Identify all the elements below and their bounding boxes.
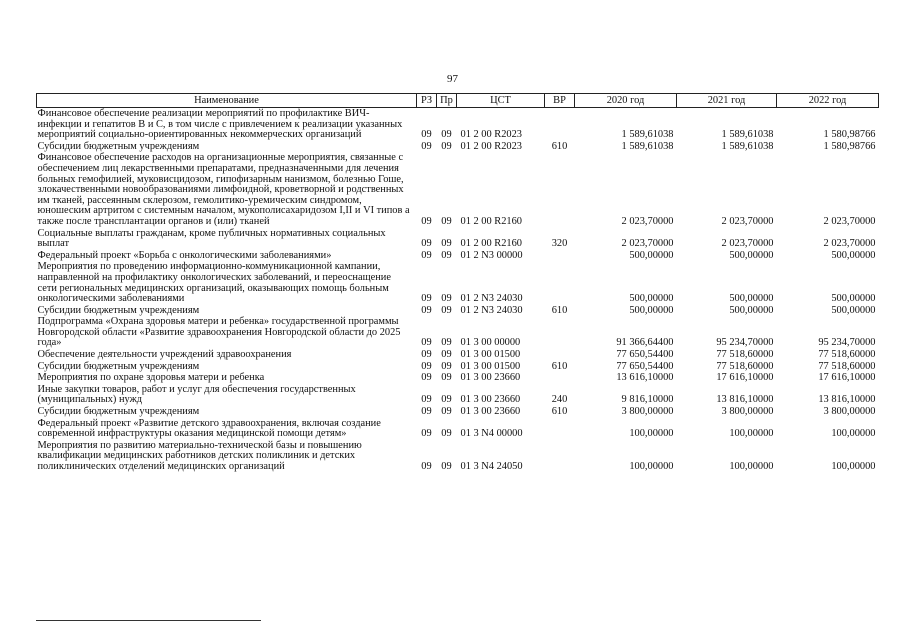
row-pr: 09: [441, 461, 452, 472]
row-name: Субсидии бюджетным учреждениям: [37, 406, 200, 418]
row-value-2022: 2 023,70000: [823, 238, 876, 250]
row-cst: 01 2 00 R2023: [460, 140, 522, 152]
row-value-2021: 500,00000: [729, 293, 774, 305]
row-pr: 09: [441, 304, 452, 316]
table-row: [37, 361, 879, 373]
row-name: Мероприятия по проведению информационно-коммуникационной кампании, направленной на профилактику онкологических заболеваний, и переоснащение сети региональных медицинских организаций, оказывающих помощь больным онкологическими заболеваниями: [37, 261, 391, 305]
table-row: [37, 384, 879, 406]
row-cst: 01 2 00 R2160: [460, 215, 522, 227]
row-cst: 01 3 00 23660: [460, 406, 521, 418]
row-cst: 01 3 N4 24050: [460, 461, 523, 472]
row-value-2021: 17 616,10000: [716, 372, 774, 384]
header-rz: РЗ: [417, 94, 437, 108]
row-rz: 09: [421, 349, 432, 361]
row-name: Федеральный проект «Борьба с онкологическими заболеваниями»: [37, 249, 332, 261]
row-cst: 01 3 00 01500: [460, 360, 521, 372]
row-vr: [545, 152, 575, 227]
row-rz: 09: [421, 293, 432, 305]
row-value-2020: 77 650,54400: [616, 349, 674, 361]
row-name: Финансовое обеспечение реализации мероприятий по профилактике ВИЧ-инфекции и гепатитов В и С, в том числе с привлечением к реализации указанных мероприятий социально-ориентированных некоммерческих организаций: [37, 108, 403, 141]
row-vr: 610: [551, 360, 568, 372]
row-value-2022: 500,00000: [831, 249, 876, 261]
row-pr: 09: [441, 249, 452, 261]
row-vr: 610: [551, 304, 568, 316]
row-rz: 09: [421, 461, 432, 472]
row-pr: 09: [441, 293, 452, 305]
table-row: [37, 152, 879, 227]
row-value-2021: 100,00000: [729, 461, 774, 472]
table-header: [37, 94, 879, 108]
row-rz: 09: [421, 394, 432, 406]
table-body: [37, 108, 879, 473]
row-value-2020: 3 800,00000: [621, 406, 674, 418]
row-value-2020: 9 816,10000: [621, 394, 674, 406]
row-pr: 09: [441, 140, 452, 152]
row-cst: 01 2 00 R2160: [460, 238, 522, 250]
row-value-2022: 77 518,60000: [818, 360, 876, 372]
row-value-2022: 95 234,70000: [818, 337, 876, 349]
row-pr: 09: [441, 238, 452, 250]
table-row: [37, 440, 879, 473]
row-value-2020: 500,00000: [629, 293, 674, 305]
header-vr: ВР: [545, 94, 575, 108]
row-pr: 09: [441, 215, 452, 227]
row-rz: 09: [421, 249, 432, 261]
row-value-2020: 1 589,61038: [621, 140, 674, 152]
row-pr: 09: [441, 372, 452, 384]
row-vr: [545, 418, 575, 440]
row-vr: [545, 316, 575, 349]
row-name: Обеспечение деятельности учреждений здравоохранения: [37, 349, 292, 361]
row-name: Субсидии бюджетным учреждениям: [37, 140, 200, 152]
table-row: [37, 250, 879, 262]
row-vr: [545, 349, 575, 361]
row-value-2022: 100,00000: [831, 461, 876, 472]
row-value-2020: 100,00000: [629, 461, 674, 472]
table-row: [37, 305, 879, 317]
row-cst: 01 3 N4 00000: [460, 428, 523, 440]
row-value-2022: 2 023,70000: [823, 215, 876, 227]
table-row: [37, 372, 879, 384]
table-row: [37, 349, 879, 361]
row-rz: 09: [421, 337, 432, 349]
row-cst: 01 2 00 R2023: [460, 129, 522, 141]
row-pr: 09: [441, 394, 452, 406]
row-pr: 09: [441, 406, 452, 418]
page-number: 97: [447, 73, 458, 85]
row-cst: 01 3 00 00000: [460, 337, 521, 349]
row-value-2021: 13 816,10000: [716, 394, 774, 406]
row-name: Субсидии бюджетным учреждениям: [37, 304, 200, 316]
header-name: Наименование: [37, 94, 417, 108]
row-value-2020: 1 589,61038: [621, 129, 674, 141]
row-value-2021: 95 234,70000: [716, 337, 774, 349]
row-pr: 09: [441, 360, 452, 372]
row-value-2022: 100,00000: [831, 428, 876, 440]
row-value-2022: 13 816,10000: [818, 394, 876, 406]
row-cst: 01 2 N3 00000: [460, 249, 523, 261]
header-cst: ЦСТ: [457, 94, 545, 108]
table-row: [37, 406, 879, 418]
row-pr: 09: [441, 129, 452, 141]
table-row: [37, 316, 879, 349]
row-value-2020: 13 616,10000: [616, 372, 674, 384]
row-rz: 09: [421, 372, 432, 384]
row-value-2021: 1 589,61038: [721, 129, 774, 141]
header-pr: Пр: [437, 94, 457, 108]
row-rz: 09: [421, 406, 432, 418]
row-vr: [545, 250, 575, 262]
row-rz: 09: [421, 238, 432, 250]
row-vr: 610: [551, 406, 568, 418]
row-cst: 01 3 00 23660: [460, 372, 521, 384]
row-value-2021: 77 518,60000: [716, 349, 774, 361]
row-vr: 320: [551, 238, 568, 250]
row-value-2022: 77 518,60000: [818, 349, 876, 361]
row-cst: 01 2 N3 24030: [460, 293, 523, 305]
row-rz: 09: [421, 304, 432, 316]
budget-table: [36, 93, 879, 473]
row-rz: 09: [421, 360, 432, 372]
row-name: Иные закупки товаров, работ и услуг для обеспечения государственных (муниципальных) нужд: [37, 383, 356, 406]
row-rz: 09: [421, 140, 432, 152]
table-row: [37, 261, 879, 304]
row-name: Финансовое обеспечение расходов на организационные мероприятия, связанные с обеспечением лиц лекарственными препаратами, предназначенными для лечения больных гемофилией, муковисцидозом, гипофизарным нанизмом, болезнью Гоше, злокачественными новообразованиями лимфоидной, кроветворной и родственных им тканей, рассеянным склерозом, гемолитико-уремическим синдромом, юношеским артритом с системным началом, мукополисахаридозом I,II и VI типов а также после трансплантации органов и (или) тканей: [37, 152, 410, 227]
row-value-2020: 2 023,70000: [621, 215, 674, 227]
row-value-2020: 91 366,64400: [616, 337, 674, 349]
row-name: Мероприятия по охране здоровья матери и ребенка: [37, 372, 265, 384]
row-vr: 610: [551, 140, 568, 152]
header-2020: 2020 год: [575, 94, 677, 108]
row-value-2021: 3 800,00000: [721, 406, 774, 418]
table-row: [37, 228, 879, 250]
row-value-2021: 100,00000: [729, 428, 774, 440]
row-name: Федеральный проект «Развитие детского здравоохранения, включая создание современной инфраструктуры оказания медицинской помощи детям»: [37, 417, 381, 440]
row-value-2022: 500,00000: [831, 304, 876, 316]
row-value-2021: 2 023,70000: [721, 238, 774, 250]
footnote-rule: [36, 620, 261, 621]
row-value-2022: 1 580,98766: [823, 129, 876, 141]
table-row: [37, 418, 879, 440]
row-value-2022: 3 800,00000: [823, 406, 876, 418]
row-pr: 09: [441, 337, 452, 349]
row-rz: 09: [421, 215, 432, 227]
row-pr: 09: [441, 428, 452, 440]
row-cst: 01 3 00 01500: [460, 349, 521, 361]
row-rz: 09: [421, 129, 432, 141]
row-value-2021: 500,00000: [729, 304, 774, 316]
row-vr: [545, 440, 575, 473]
row-value-2021: 77 518,60000: [716, 360, 774, 372]
row-value-2020: 100,00000: [629, 428, 674, 440]
row-vr: [545, 261, 575, 304]
row-vr: [545, 108, 575, 141]
row-value-2020: 2 023,70000: [621, 238, 674, 250]
row-cst: 01 2 N3 24030: [460, 304, 523, 316]
row-value-2020: 77 650,54400: [616, 360, 674, 372]
row-value-2020: 500,00000: [629, 249, 674, 261]
row-vr: [545, 372, 575, 384]
row-name: Социальные выплаты гражданам, кроме публичных нормативных социальных выплат: [37, 227, 386, 250]
row-value-2022: 500,00000: [831, 293, 876, 305]
header-2022: 2022 год: [777, 94, 879, 108]
table-row: [37, 141, 879, 153]
row-value-2021: 2 023,70000: [721, 215, 774, 227]
row-value-2022: 17 616,10000: [818, 372, 876, 384]
row-name: Подпрограмма «Охрана здоровья матери и ребенка» государственной программы Новгородской области «Развитие здравоохранения Новгородской области до 2025 года»: [37, 316, 401, 349]
row-vr: 240: [551, 394, 568, 406]
row-value-2021: 1 589,61038: [721, 140, 774, 152]
row-name: Мероприятия по развитию материально-технической базы и повышению квалификации медицинских работников детских поликлиник и детских поликлинических отделений медицинских организаций: [37, 439, 362, 472]
table-row: [37, 108, 879, 141]
row-value-2020: 500,00000: [629, 304, 674, 316]
row-cst: 01 3 00 23660: [460, 394, 521, 406]
row-name: Субсидии бюджетным учреждениям: [37, 360, 200, 372]
row-value-2022: 1 580,98766: [823, 140, 876, 152]
row-value-2021: 500,00000: [729, 249, 774, 261]
header-2021: 2021 год: [677, 94, 777, 108]
row-pr: 09: [441, 349, 452, 361]
row-rz: 09: [421, 428, 432, 440]
